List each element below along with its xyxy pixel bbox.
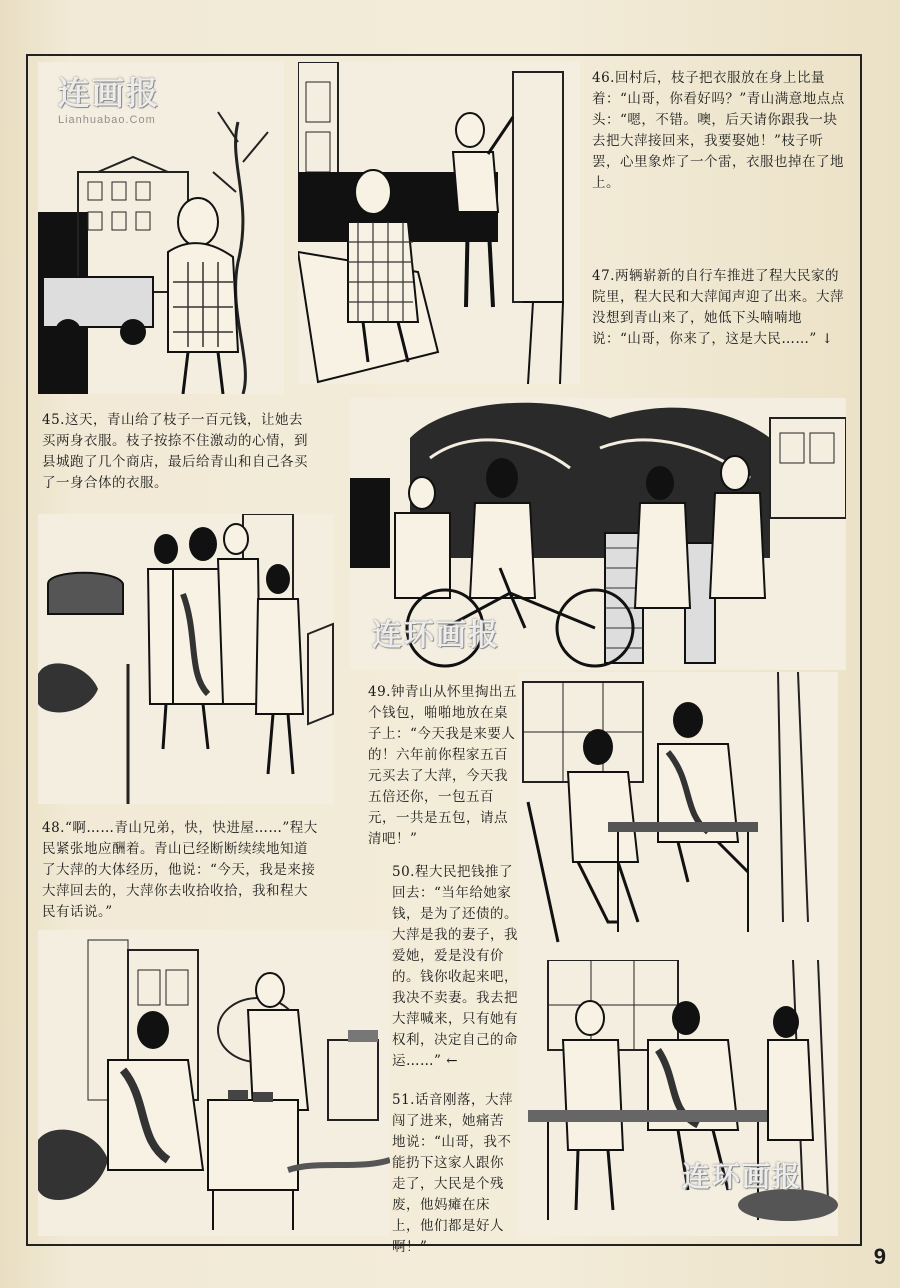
watermark-bottom <box>682 1155 802 1195</box>
page-number: 9 <box>873 1244 886 1269</box>
watermark-logo <box>58 68 160 126</box>
watermark-url: Lianhuabao.Com <box>58 114 156 126</box>
caption-45: 45.这天，青山给了枝子一百元钱，让她去买两身衣服。枝子按捺不住激动的心情，到县城跑了几个商店，最后给青山和自己各买了一身合体的衣服。 <box>42 412 308 491</box>
caption-46: 46.回村后，枝子把衣服放在身上比量着：“山哥，你看好吗？”青山满意地点点头：“嗯，不错。噢，后天请你跟我一块去把大萍接回来，我要娶她！”枝子听罢，心里象炸了一个雷，衣服也掉在了地上。 <box>592 70 845 191</box>
panel-48-illustration <box>38 514 334 804</box>
caption-49: 49.钟青山从怀里掏出五个钱包，啪啪地放在桌子上：“今天我是来要人的！六年前你程家五百元买去了大萍，今天我五倍还你，一包五百元，一共是五包，请点清吧！” <box>368 684 517 847</box>
panel-46-illustration <box>298 62 580 384</box>
caption-47: 47.两辆崭新的自行车推进了程大民家的院里，程大民和大萍闻声迎了出来。大萍没想到青山来了，她低下头喃喃地说：“山哥，你来了，这是大民……” ↓ <box>592 268 844 347</box>
watermark-bottom-text: 连环画报 <box>682 1161 803 1192</box>
watermark-text: 连环画报 <box>372 619 500 652</box>
watermark-logo-text: 连画报 <box>58 75 161 111</box>
panel-50-illustration <box>38 930 390 1236</box>
watermark-middle <box>372 610 500 654</box>
caption-51: 51.话音刚落，大萍闯了进来，她痛苦地说：“山哥，我不能扔下这家人跟你走了，大民是个残废，他妈瘫在床上，他们都是好人啊！” <box>392 1092 513 1255</box>
caption-50: 50.程大民把钱推了回去：“当年给她家钱，是为了还债的。大萍是我的妻子，我爱她，爱是没有价的。钱你收起来吧，我决不卖妻。我去把大萍喊来，只有她有权利，决定自己的命运……” ← <box>392 864 518 1069</box>
panel-49-illustration <box>518 672 838 962</box>
caption-48: 48.“啊……青山兄弟，快，快进屋……”程大民紧张地应酬着。青山已经断断续续地知道了大萍的大体经历，他说：“今天，我是来接大萍回去的，大萍你去收拾收拾，我和程大民有话说。” <box>42 820 318 920</box>
